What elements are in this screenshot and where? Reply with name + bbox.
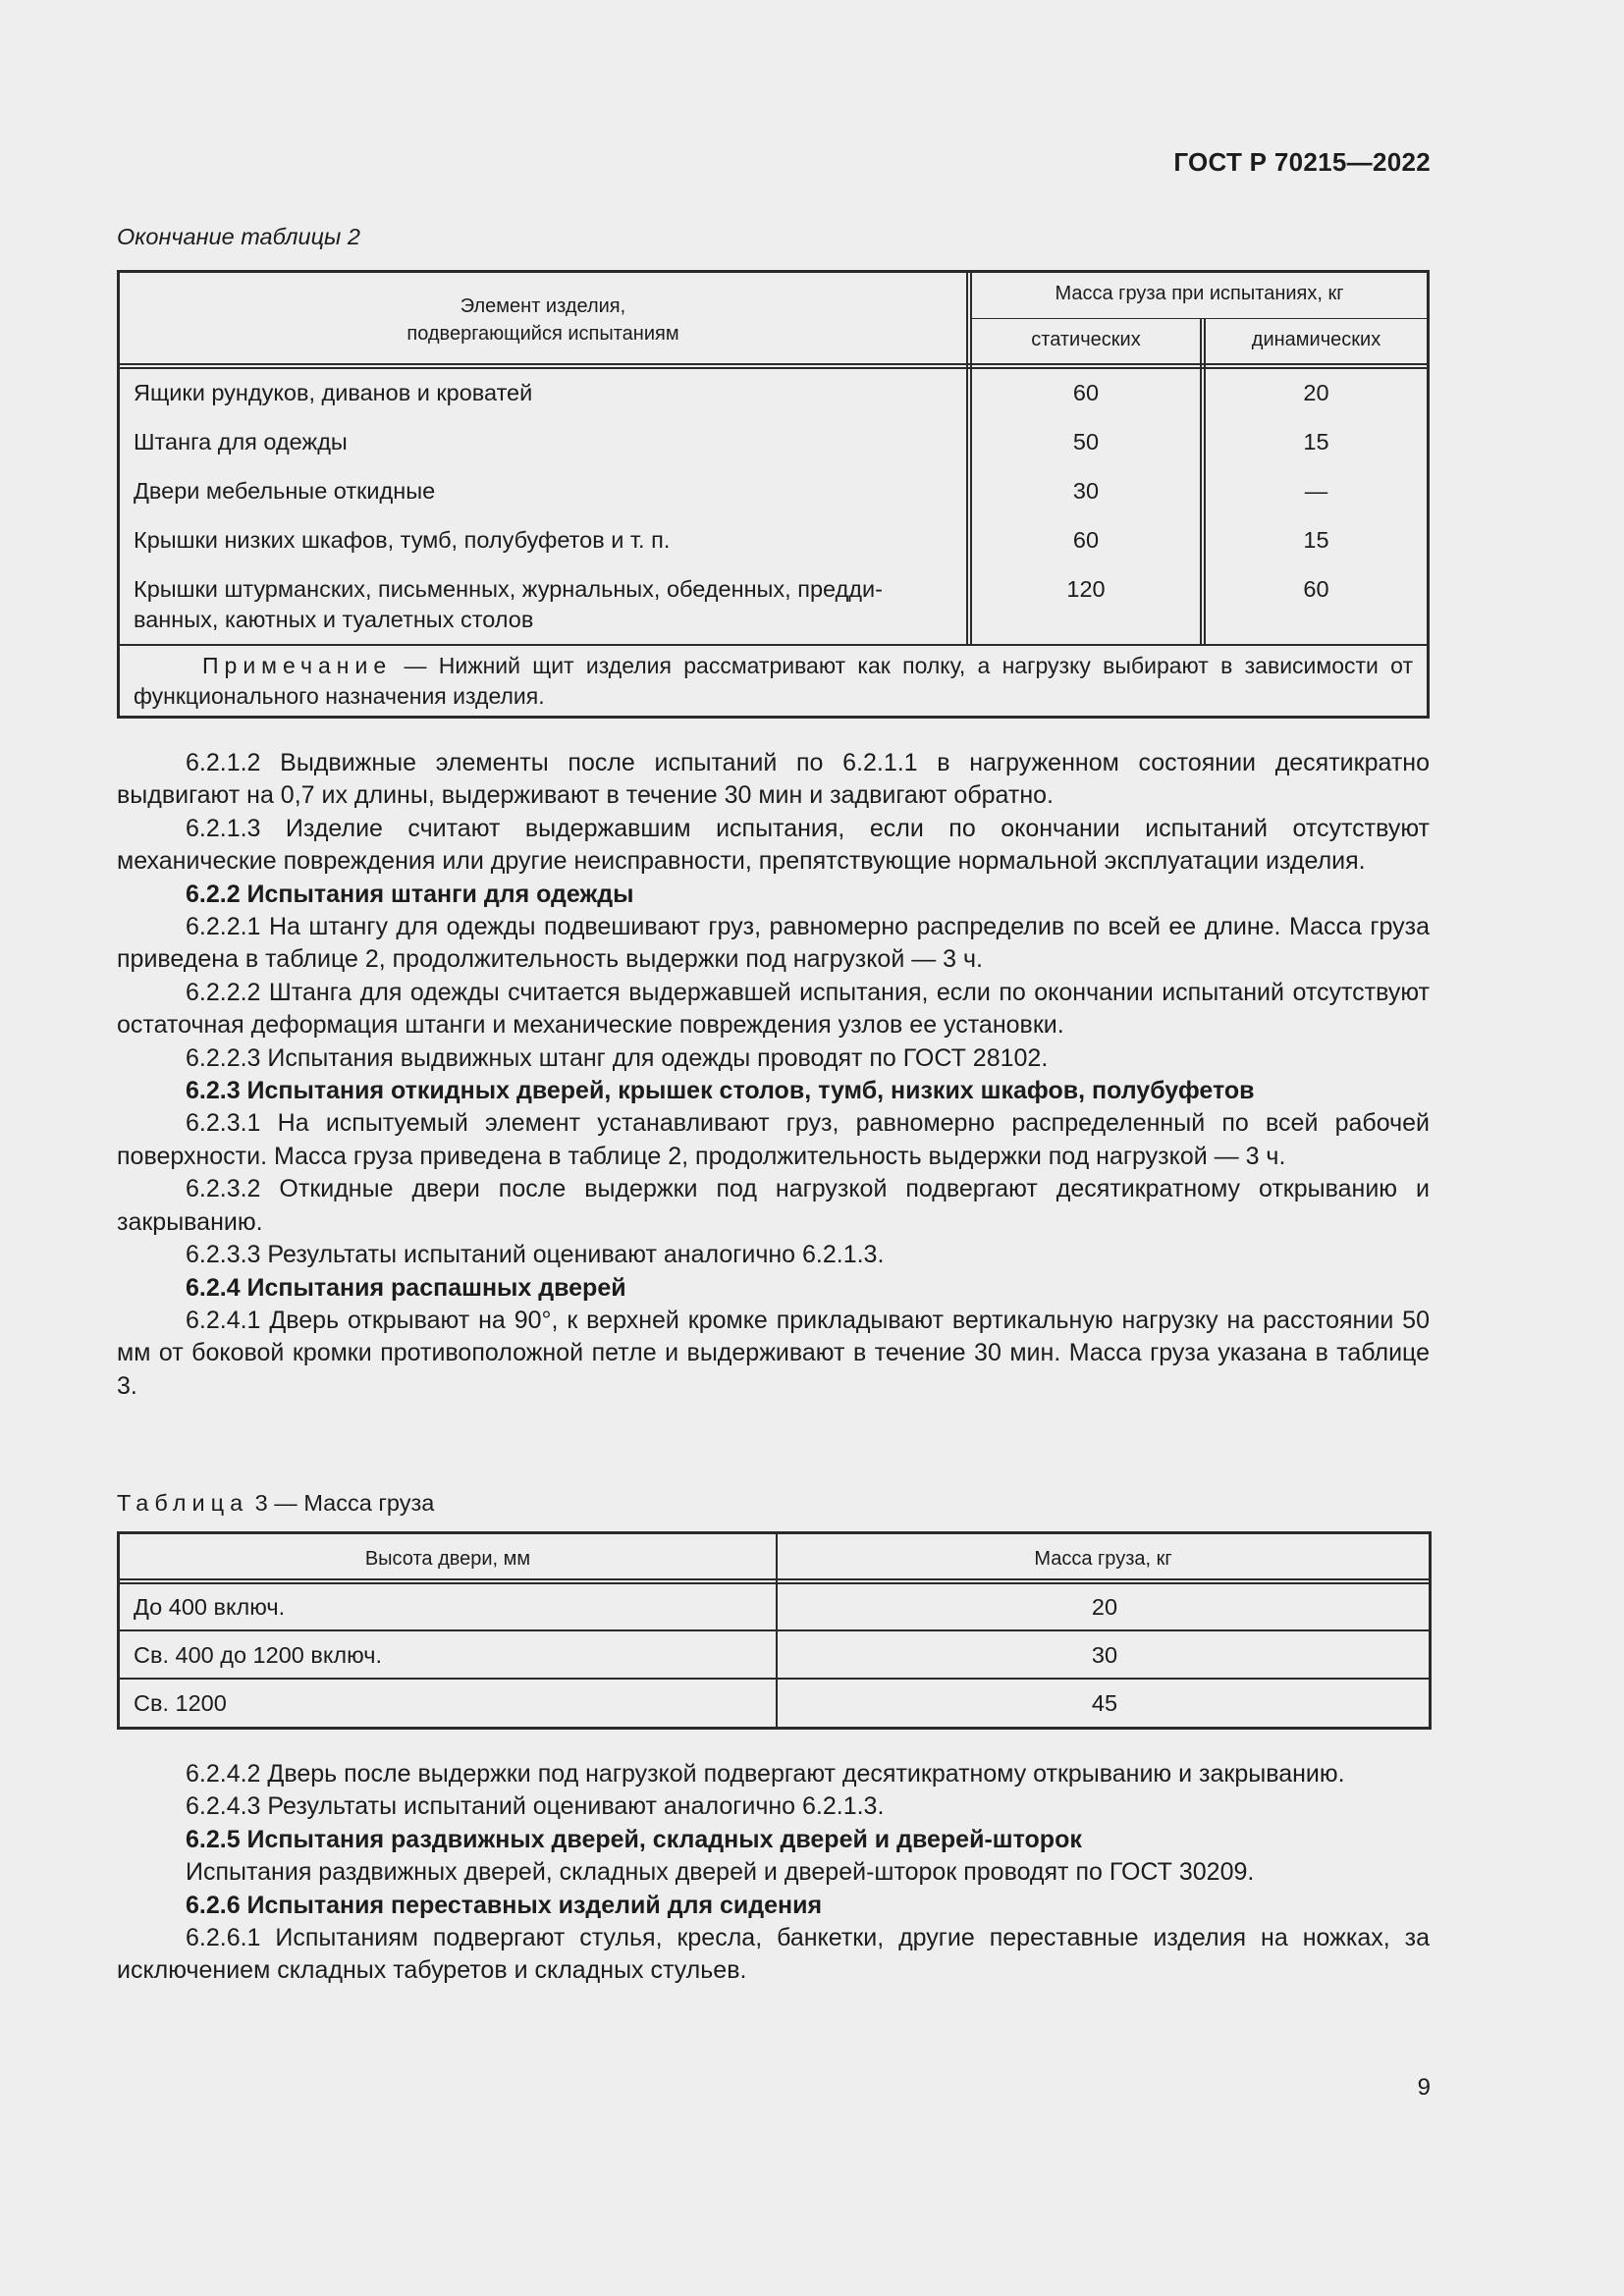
paragraph: 6.2.2.1 На штангу для одежды подвешивают груз, равномерно распределив по всей ее длине. Масса груза приведена в таблице 2, продолжительность выдержки под нагрузкой — 3 ч. [117, 913, 1430, 974]
paragraph: 6.2.4.1 Дверь открывают на 90°, к верхней кромке прикладывают вертикальную нагрузку на расстоянии 50 мм от боковой кромки противоположной петле и выдерживают в течение 30 мин. Масса груза указана в таблице 3. [117, 1306, 1430, 1400]
section-heading: 6.2.6 Испытания переставных изделий для сидения [186, 1891, 823, 1919]
table-note [134, 651, 1413, 712]
row-label-line1: Крышки штурманских, письменных, журнальных, обеденных, предди- [134, 576, 883, 602]
note-label: Примечание [202, 653, 393, 678]
table2-continuation-label: Окончание таблицы 2 [117, 224, 360, 249]
paragraph: 6.2.2.3 Испытания выдвижных штанг для одежды проводят по ГОСТ 28102. [186, 1043, 1049, 1072]
column-header-element-line2: подвергающийся испытаниям [406, 323, 679, 345]
paragraph: 6.2.4.2 Дверь после выдержки под нагрузкой подвергают десятикратному открыванию и закрыванию. [186, 1760, 1345, 1788]
paragraph: 6.2.3.1 На испытуемый элемент устанавливают груз, равномерно распределенный по всей рабочей поверхности. Масса груза приведена в таблице 2, продолжительность выдержки под нагрузкой — 3 ч. [117, 1109, 1430, 1170]
column-header-load-mass: Масса груза, кг [1034, 1548, 1172, 1570]
section-heading: 6.2.2 Испытания штанги для одежды [186, 880, 634, 908]
column-header-element [120, 293, 966, 347]
column-header-mass: Масса груза при испытаниях, кг [1055, 283, 1344, 304]
document-code: ГОСТ Р 70215—2022 [1173, 147, 1431, 177]
paragraph: 6.2.2.2 Штанга для одежды считается выдержавшей испытания, если по окончании испытаний отсутствуют остаточная деформация штанги и механические повреждения узлов ее установки. [117, 978, 1430, 1040]
table-3: Высота двери, мм Масса груза, кг До 400 включ. 20 Св. 400 до 1200 включ. 30 Св. 1200 45 [117, 1531, 1432, 1730]
paragraph: 6.2.3.3 Результаты испытаний оценивают аналогично 6.2.1.3. [186, 1241, 885, 1269]
section-heading: 6.2.5 Испытания раздвижных дверей, складных дверей и дверей-шторок [186, 1825, 1082, 1853]
section-heading: 6.2.3 Испытания откидных дверей, крышек столов, тумб, низких шкафов, полубуфетов [186, 1077, 1255, 1105]
body-text-section-2 [117, 1758, 1430, 1988]
note-text: — Нижний щит изделия рассматривают как полку, а нагрузку выбирают в зависимости от функционального назначения изделия. [134, 653, 1413, 709]
table3-caption [117, 1490, 434, 1517]
paragraph: Испытания раздвижных дверей, складных дверей и дверей-шторок проводят по ГОСТ 30209. [186, 1858, 1255, 1887]
paragraph: 6.2.1.3 Изделие считают выдержавшим испытания, если по окончании испытаний отсутствуют механические повреждения или другие неисправности, препятствующие нормальной эксплуатации изделия. [117, 814, 1430, 876]
section-heading: 6.2.4 Испытания распашных дверей [186, 1273, 626, 1302]
column-header-element-line1: Элемент изделия, [460, 295, 626, 317]
caption-text: 3 — Масса груза [248, 1490, 435, 1516]
paragraph: 6.2.4.3 Результаты испытаний оценивают аналогично 6.2.1.3. [186, 1792, 885, 1821]
body-text-section-1 [117, 747, 1430, 1403]
table-2: Элемент изделия, подвергающийся испытаниям Масса груза при испытаниях, кг статических динамических Ящики рундуков, диванов и кроватей 60 20 Штанга для одежды 50 15 Двери мебельные откидные 30 — Крышки низких шкафов, тумб, полубуфетов и т. п. 60 15 Крышки штурманских, письменных, журнальных, обеденных, предди- ванных, каютных и туалетных столов 120 60 Примечание — Нижний щит изделия рассматривают как полку, а нагрузку выбирают в зависимости от функционального назначения изделия. [117, 270, 1430, 719]
paragraph: 6.2.3.2 Откидные двери после выдержки под нагрузкой подвергают десятикратному открыванию и закрыванию. [117, 1175, 1430, 1236]
page-number: 9 [1417, 2074, 1431, 2101]
paragraph: 6.2.6.1 Испытаниям подвергают стулья, кресла, банкетки, другие переставные изделия на ножках, за исключением складных табуретов и складных стульев. [117, 1924, 1430, 1985]
paragraph: 6.2.1.2 Выдвижные элементы после испытаний по 6.2.1.1 в нагруженном состоянии десятикратно выдвигают на 0,7 их длины, выдерживают в течение 30 мин и задвигают обратно. [117, 749, 1430, 810]
column-header-door-height: Высота двери, мм [364, 1548, 531, 1570]
column-header-static: статических [1031, 329, 1141, 350]
column-header-dynamic: динамических [1251, 329, 1381, 350]
caption-label: Таблица [117, 1490, 249, 1516]
row-label-line2: ванных, каютных и туалетных столов [134, 607, 534, 632]
